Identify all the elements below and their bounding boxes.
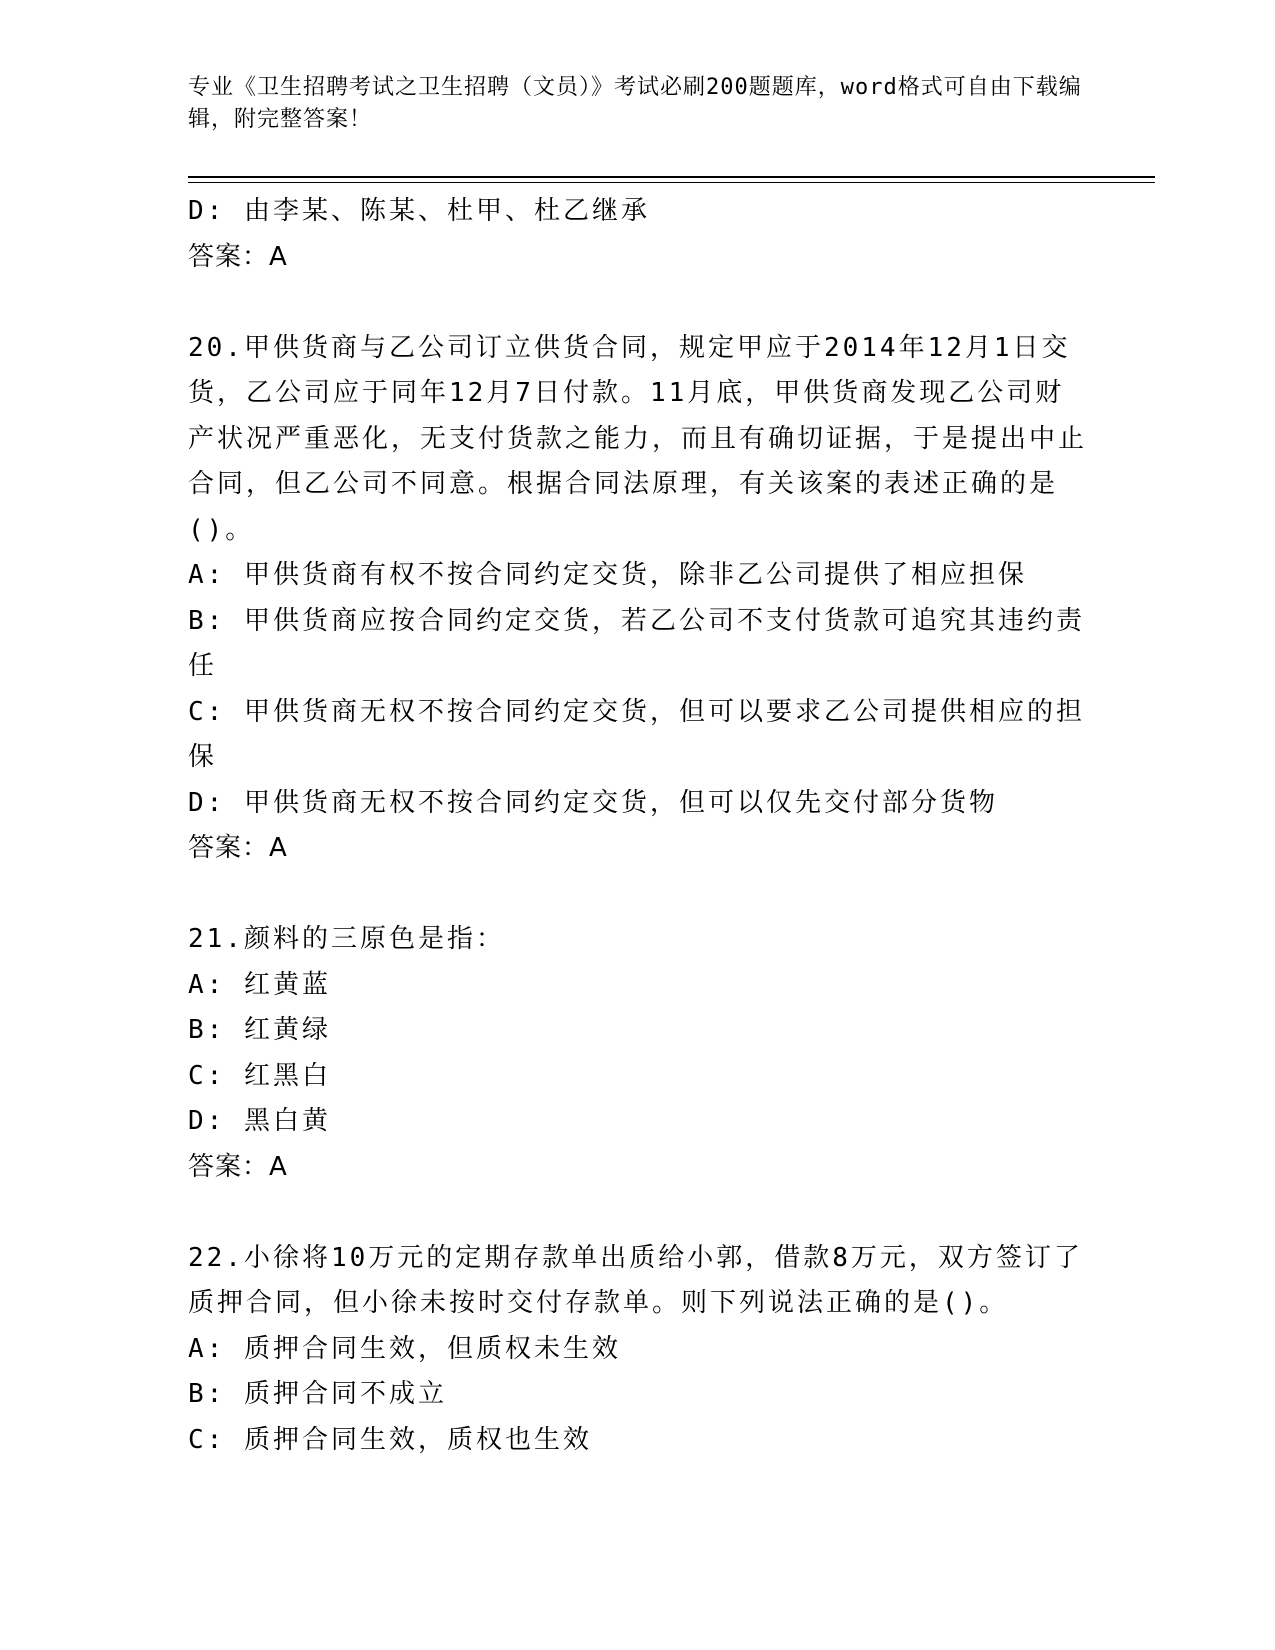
question-stem: 22.小徐将10万元的定期存款单出质给小郭，借款8万元，双方签订了质押合同，但小徐未按时交付存款单。则下列说法正确的是()。 [188,1242,1083,1318]
header-rule-thick [188,176,1155,178]
option-c: C: 甲供货商无权不按合同约定交货，但可以要求乙公司提供相应的担保 [188,696,1085,772]
option-a: A: 质押合同生效，但质权未生效 [188,1333,621,1364]
option-c: C: 质押合同生效，质权也生效 [188,1424,592,1455]
answer: 答案：A [188,833,288,863]
option-c: C: 红黑白 [188,1060,331,1091]
question-stem: 21.颜料的三原色是指： [188,924,505,954]
question-stem: 20.甲供货商与乙公司订立供货合同，规定甲应于2014年12月1日交货，乙公司应于同年12月7日付款。11月底，甲供货商发现乙公司财产状况严重恶化，无支付货款之能力，而且有确切证据，于是提出中止合同，但乙公司不同意。根据合同法原理，有关该案的表述正确的是()。 [188,332,1088,545]
prev-answer: 答案：A [188,241,288,272]
option-a: A: 甲供货商有权不按合同约定交货，除非乙公司提供了相应担保 [188,560,1027,590]
question-22 [188,1236,1088,1464]
question-21 [188,917,1088,1190]
answer: 答案：A [188,1151,288,1182]
option-b: B: 红黄绿 [188,1015,331,1045]
prev-option-d: D: 由李某、陈某、杜甲、杜乙继承 [188,196,650,226]
option-d: D: 黑白黄 [188,1106,331,1136]
option-b: B: 甲供货商应按合同约定交货，若乙公司不支付货款可追究其违约责任 [188,605,1085,681]
spacer [188,872,1088,918]
spacer [188,1190,1088,1236]
spacer [188,280,1088,326]
question-20 [188,326,1088,872]
question-content [188,189,1088,1463]
header-rule-thin [188,182,1155,183]
document-header: 专业《卫生招聘考试之卫生招聘（文员）》考试必刷200题题库，word格式可自由下载编辑，附完整答案！ [188,75,1082,132]
option-b: B: 质押合同不成立 [188,1379,447,1409]
option-a: A: 红黄蓝 [188,969,331,1000]
option-d: D: 甲供货商无权不按合同约定交货，但可以仅先交付部分货物 [188,787,998,818]
